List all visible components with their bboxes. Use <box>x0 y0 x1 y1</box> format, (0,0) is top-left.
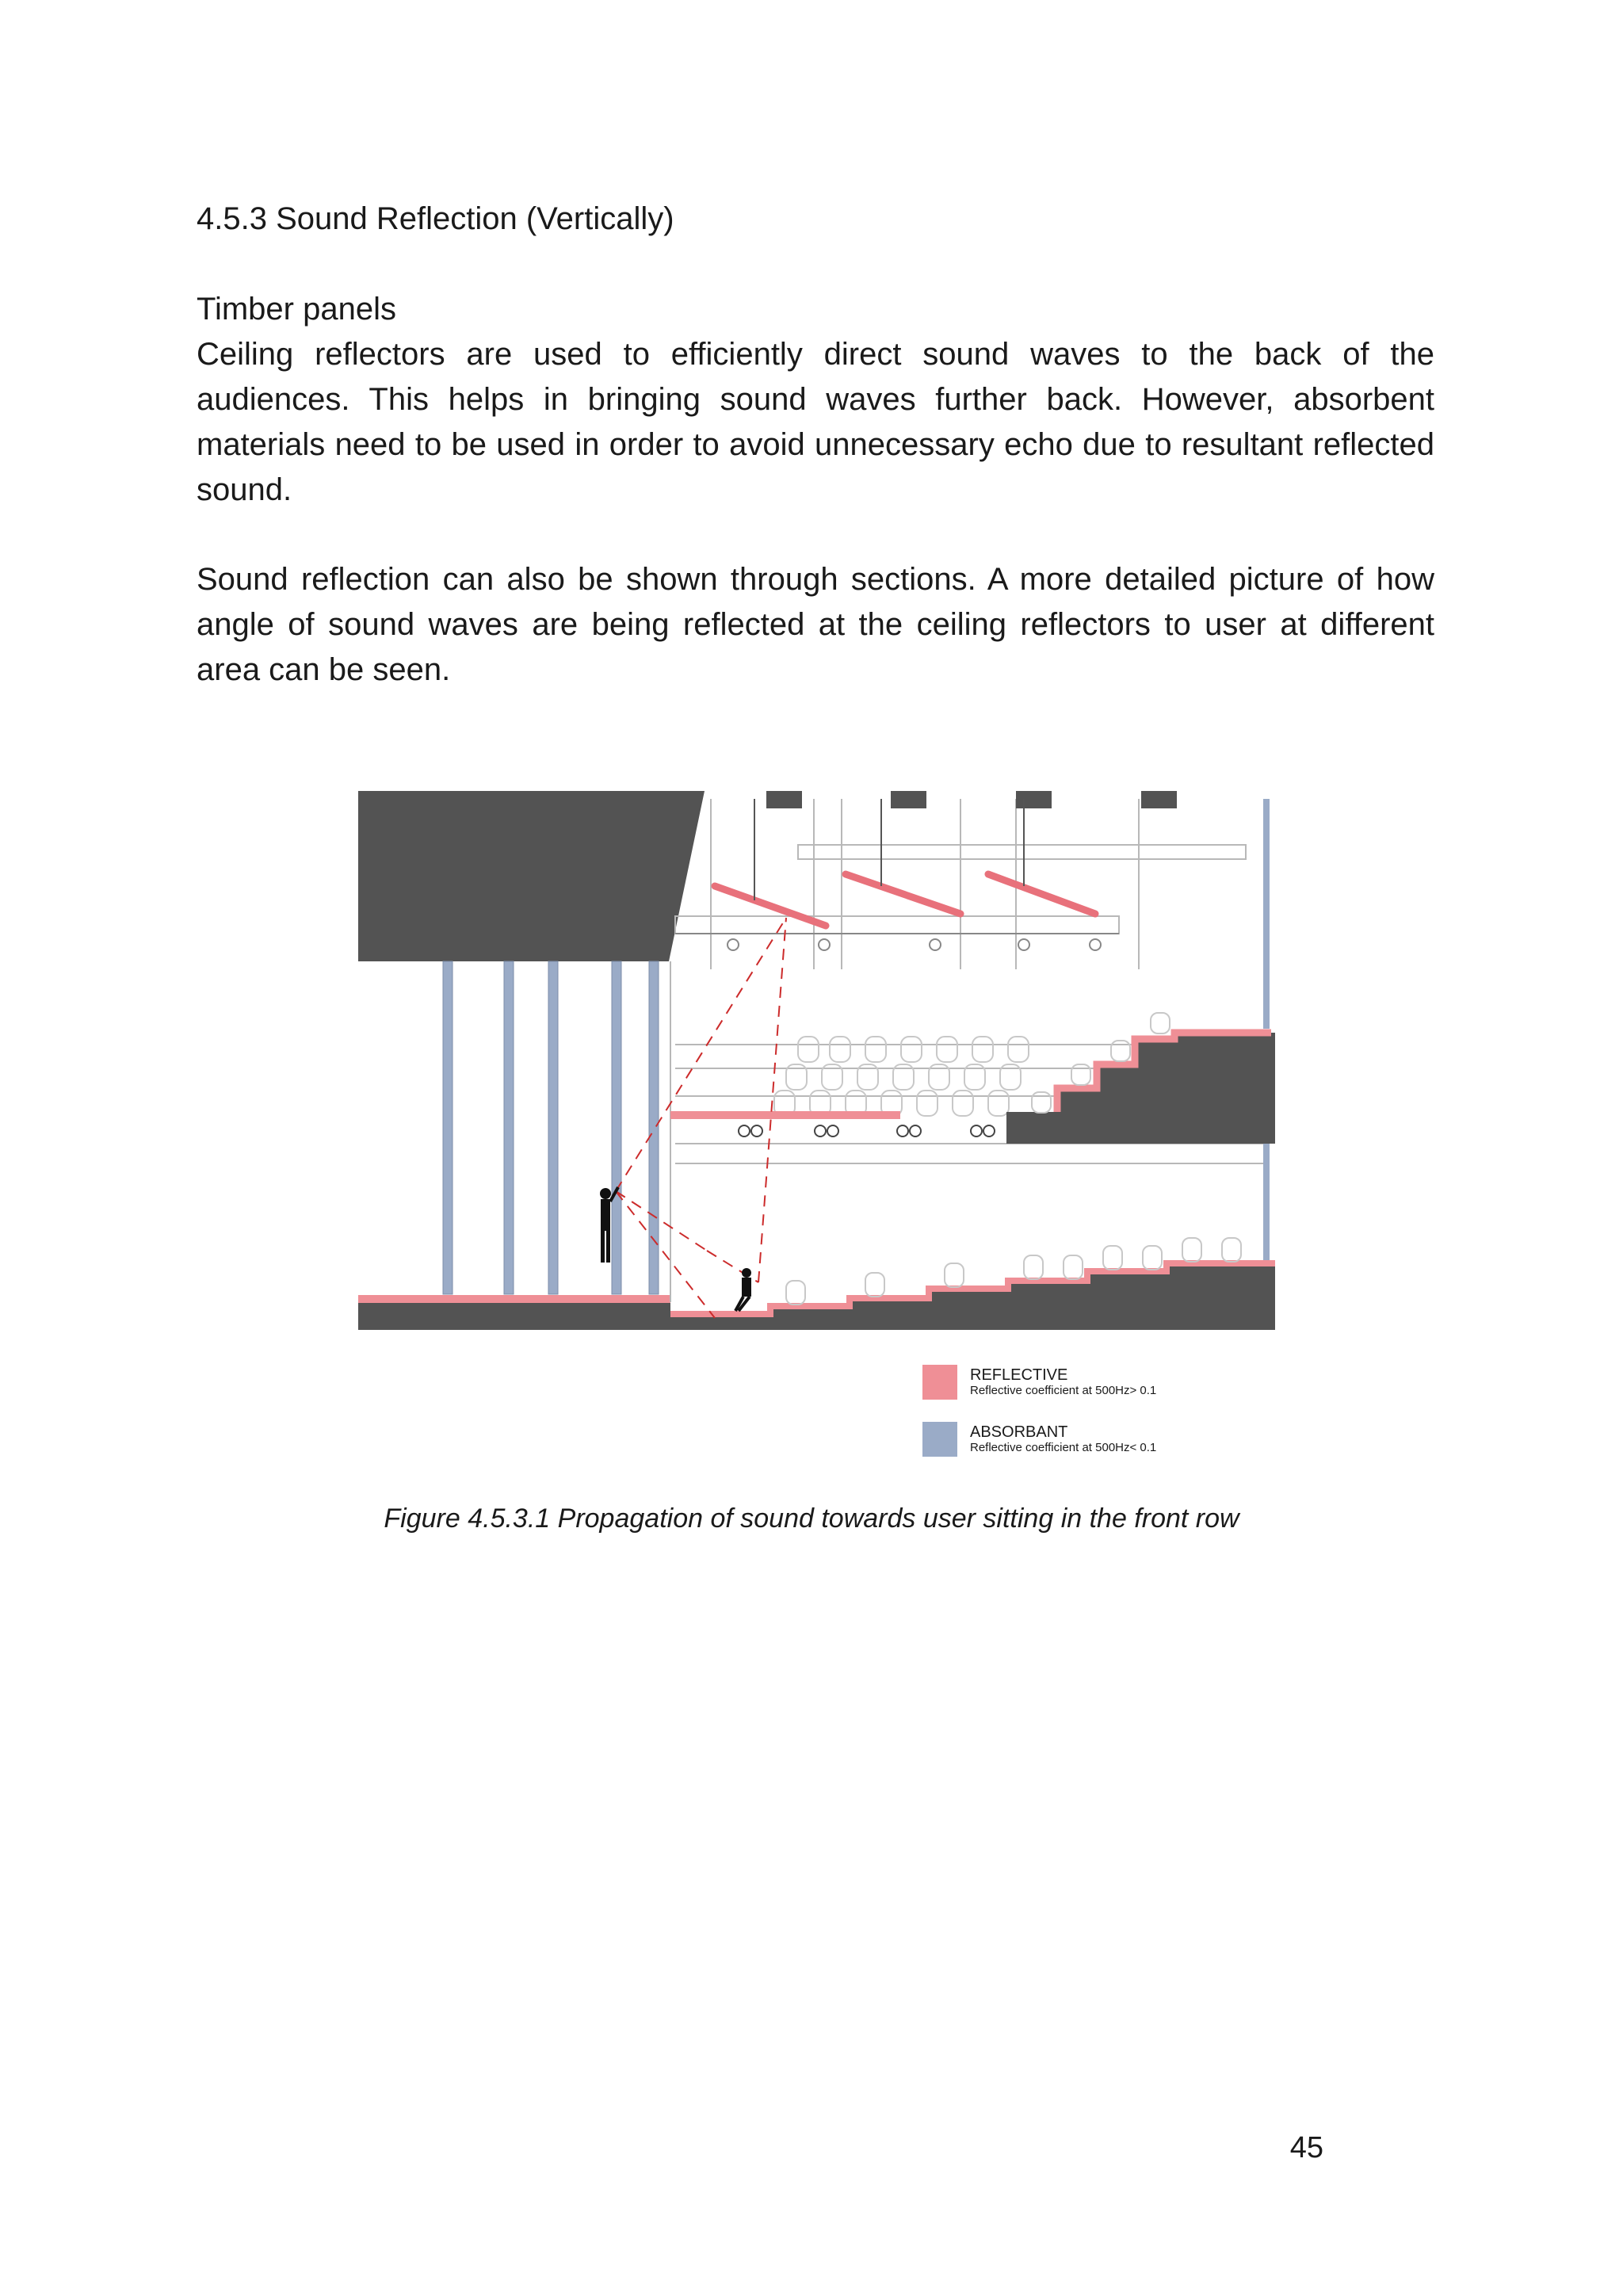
right-wall-absorbant-upper <box>1263 799 1270 1029</box>
paragraph-2: Sound reflection can also be shown through sections. A more detailed picture of how angle of sound waves are being reflected at the ceiling reflectors to user at different area can be seen. <box>197 562 1434 687</box>
section-subheading: Timber panels <box>197 292 396 327</box>
legend-detail-absorbant: Reflective coefficient at 500Hz< 0.1 <box>970 1441 1157 1454</box>
figure-caption: Figure 4.5.3.1 Propagation of sound towards user sitting in the front row <box>384 1503 1239 1534</box>
left-floor <box>358 1302 670 1330</box>
page-number: 45 <box>1289 2131 1323 2164</box>
legend-detail-reflective: Reflective coefficient at 500Hz> 0.1 <box>970 1384 1157 1397</box>
balcony-deck <box>1006 1112 1275 1144</box>
section-drawing <box>358 791 1275 1330</box>
legend-title-reflective: REFLECTIVE <box>970 1366 1068 1384</box>
legend-title-absorbant: ABSORBANT <box>970 1423 1068 1441</box>
legend-swatch-absorbant <box>922 1422 957 1457</box>
legend-item-reflective <box>922 1365 1255 1401</box>
legend-swatch-reflective <box>922 1365 957 1400</box>
section-heading: 4.5.3 Sound Reflection (Vertically) <box>197 201 674 236</box>
balcony-reflective <box>670 1111 900 1119</box>
left-floor-reflective <box>358 1295 670 1303</box>
paragraph-1: Ceiling reflectors are used to efficiently direct sound waves to the back of the audiences. This helps in bringing sound waves further back. However, absorbent materials need to be used in order to avoid unnecessary echo due to resultant reflected sound. <box>197 337 1434 507</box>
legend-item-absorbant <box>922 1422 1255 1458</box>
roof-mass <box>358 791 705 961</box>
figure-legend <box>922 1365 1255 1460</box>
